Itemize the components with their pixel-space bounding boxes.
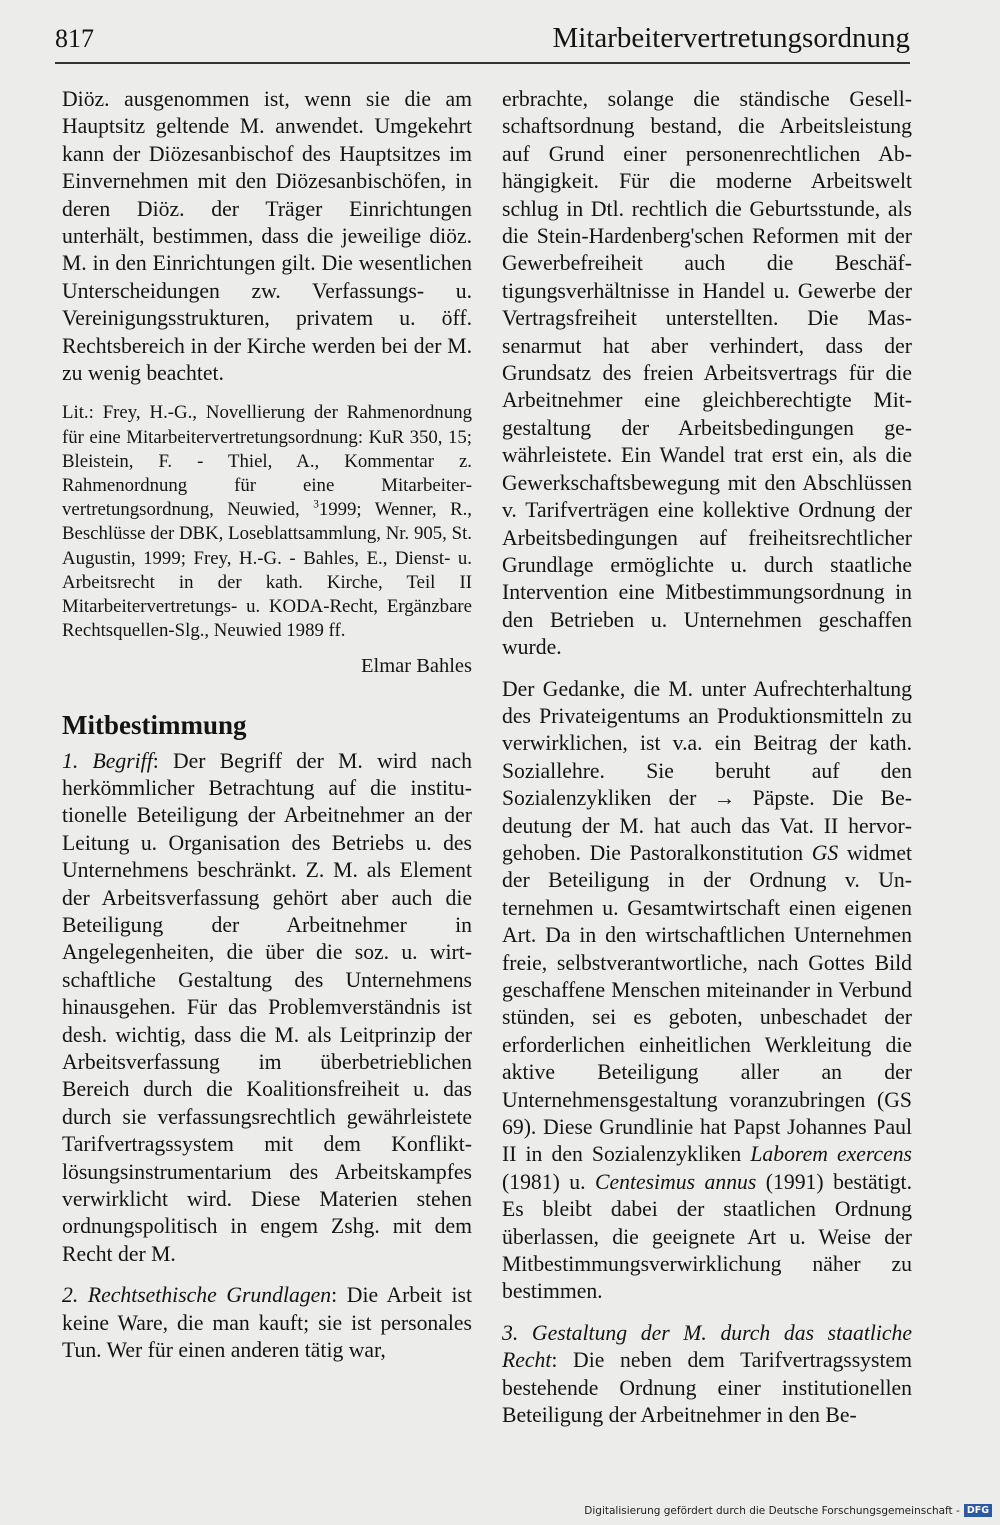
- literature-references: [62, 401, 472, 643]
- document-abbreviation: GS: [811, 840, 839, 865]
- digitization-footer: [584, 1504, 992, 1517]
- section-label: 1. Begriff: [62, 748, 153, 773]
- literature-text: Lit.: Frey, H.-G., Novellierung der Rahmenordnung für eine Mitarbeitervertretungsordnung: KuR 350, 15; Bleistein, F. - Thiel, A., Kommentar z. Rahmenordnung für eine Mitarbeitervertretungsordnung, Neuwied,: [62, 402, 472, 521]
- edition-superscript: 3: [313, 499, 319, 512]
- section-paragraph: [62, 748, 472, 1269]
- entry-heading: Mitbestimmung: [62, 709, 247, 740]
- section-text: : Die Arbeit ist keine Ware, die man kauft; sie ist personales Tun. Wer für einen anderen tätig war,: [62, 1283, 472, 1363]
- author-name: Elmar Bahles: [360, 654, 472, 677]
- running-title: Mitarbeitervertretungsordnung: [552, 22, 910, 54]
- paragraph-text: Der Gedanke, die M. unter Aufrechterhaltung des Privateigentums an Produktionsmitteln zu verwirklichen, ist v.a. ein Beitrag der kath. Soziallehre. Sie beruht auf den Sozialenzykliken der → Päpste. Die Bedeutung der M. hat auch das Vat. II hervorgehoben. Die Pastoralkonstitution: [502, 676, 912, 865]
- page-number: 817: [55, 24, 94, 53]
- literature-text: 1999; Wenner, R., Beschlüsse der DBK, Loseblattsammlung, Nr. 905, St. Augustin, 1999; Frey, H.-G. - Bahles, E., Dienst- u. Arbeitsrecht in der kath. Kirche, Teil II Mitarbeitervertretungs- u. KODA-Recht, Ergänzbare Rechtsquellen-Slg., Neuwied 1989 ff.: [62, 499, 472, 642]
- paragraph-text: widmet der Beteiligung in der Ordnung v. Unternehmen u. Gesamtwirtschaft einen eigenen Art. Da in den wirtschaftlichen Unternehmen freie, selbstverantwortliche, nach Gottes Bild geschaffene Menschen miteinander in Verbund stünden, sei es geboten, unbeschadet der erforderlichen einheitlichen Werkleitung die aktive Beteiligung aller an der Unternehmensgestaltung voranzubringen (GS 69). Diese Grundlinie hat Papst Johannes Paul II in den Sozialenzykliken: [502, 840, 912, 1167]
- dfg-logo: DFG: [964, 1504, 992, 1517]
- section-text: : Der Begriff der M. wird nach herkömmlicher Betrachtung auf die institutionelle Beteiligung der Arbeitnehmer an der Leitung u. Organisation des Betriebs u. des Unternehmens beschränkt. Z. M. als Element der Arbeitsverfassung gehört aber auch die Beteiligung der Arbeitnehmer in Angelegenheiten, die über die soz. u. wirtschaftliche Gestaltung des Unternehmens hinausgehen. Für das Problemverständnis ist desh. wichtig, dass die M. als Leitprinzip der Arbeitsverfassung im überbetrieblichen Bereich durch die Koalitionsfreiheit u. das durch sie verfassungsrechtlich gewährleistete Tarifvertragssystem mit dem Konfliktlösungsinstrumentarium des Arbeitskampfes verwirklicht wird. Diese Materien stehen ordnungspolitisch in engem Zshg. mit dem Recht der M.: [62, 748, 472, 1266]
- left-column: [62, 86, 472, 1364]
- encyclical-title: Laborem exercens: [750, 1142, 912, 1167]
- paragraph: erbrachte, solange die ständische Gesellschaftsordnung bestand, die Arbeitsleistung auf Grund einer personenrechtlichen Abhängigkeit. Für die moderne Arbeitswelt schlug in Dtl. rechtlich die Geburtsstunde, als die Stein-Hardenberg'schen Reformen mit der Gewerbefreiheit auch die Beschäftigungsverhältnisse in Handel u. Gewerbe der Vertragsfreiheit unterstellten. Die Massenarmut hat aber verhindert, dass der Grundsatz des freien Arbeitsvertrags für die Arbeitnehmer eine gleichberechtigte Mitgestaltung der Arbeitsbedingungen gewährleistete. Ein Wandel trat erst ein, als die Gewerkschaftsbewegung mit den Abschlüssen v. Tarifverträgen eine kollektive Ordnung der Arbeitsbedingungen auf freiheitsrechtlicher Grundlage ermöglichte u. durch staatliche Intervention eine Mitbestimmungsordnung in den Betrieben u. Unternehmen geschaffen wurde.: [502, 87, 912, 660]
- page-header: [55, 18, 910, 64]
- footer-text: Digitalisierung gefördert durch die Deutsche Forschungsgemeinschaft -: [584, 1504, 960, 1517]
- section-label: 2. Rechtsethische Grundlagen: [62, 1283, 332, 1308]
- section-text: : Die neben dem Tarifvertragssystem bestehende Ordnung einer institutionellen Beteiligung der Arbeitnehmer in den Be-: [502, 1348, 912, 1428]
- right-column: [502, 86, 912, 1430]
- paragraph: Diöz. ausgenommen ist, wenn sie die am Hauptsitz geltende M. anwendet. Umgekehrt kann der Diözesanbischof des Hauptsitzes im Einvernehmen mit den Diözesanbischöfen, in deren Diöz. der Träger Einrichtungen unterhält, bestimmen, dass die jeweilige diöz. M. in den Einrichtungen gilt. Die wesentlichen Unterscheidungen zw. Verfassungs- u. Vereinigungsstrukturen, privatem u. öff. Rechtsbereich in der Kirche werden bei der M. zu wenig beachtet.: [62, 87, 472, 386]
- paragraph: [502, 676, 912, 1306]
- paragraph-text: (1981) u.: [502, 1169, 596, 1194]
- section-paragraph: [502, 1320, 912, 1430]
- section-paragraph: [62, 1282, 472, 1364]
- paragraph-text: (1991) bestätigt. Es bleibt dabei der staatlichen Ordnung überlassen, die geeignete Art u. Weise der Mitbestimmungsverwirklichung näher zu bestimmen.: [502, 1169, 912, 1304]
- encyclical-title: Centesimus annus: [595, 1169, 757, 1194]
- section-label: 3. Gestaltung der M. durch das staatliche Recht: [502, 1320, 912, 1373]
